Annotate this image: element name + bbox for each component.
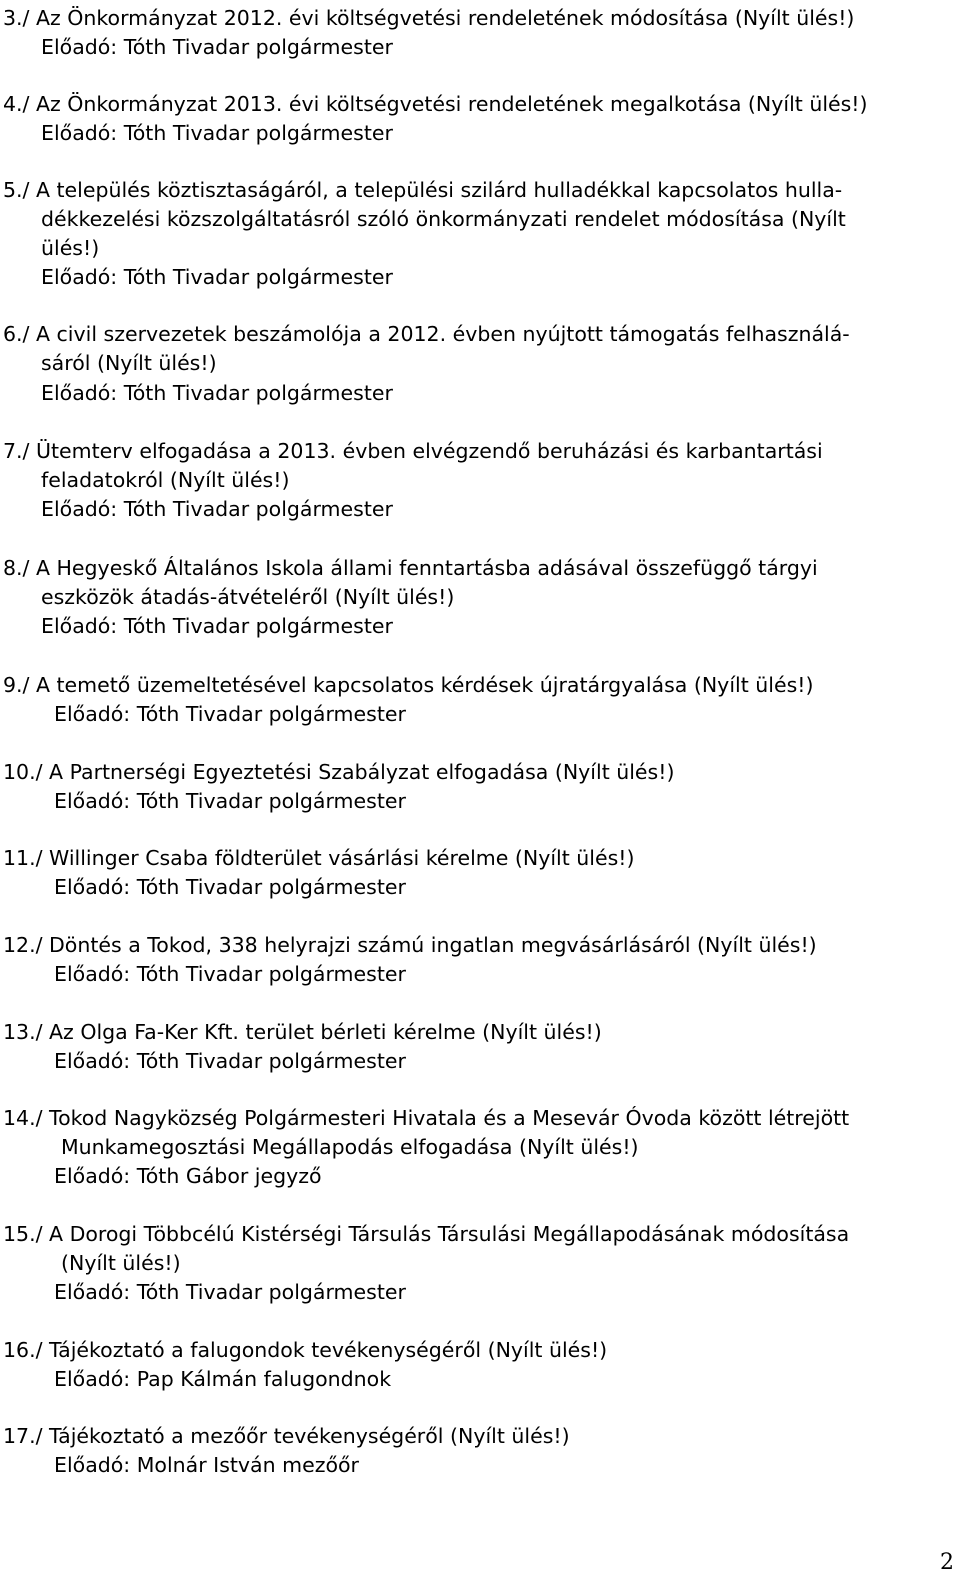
agenda-item-speaker: Előadó: Pap Kálmán falugondnok: [54, 1367, 392, 1391]
agenda-item-title: 16./ Tájékoztató a falugondok tevékenységéről (Nyílt ülés!): [3, 1338, 608, 1362]
agenda-item-title-continued: eszközök átadás-átvételéről (Nyílt ülés!): [41, 585, 455, 609]
agenda-item-title: 7./ Ütemterv elfogadása a 2013. évben elvégzendő beruházási és karbantartási: [3, 439, 823, 463]
agenda-item-title: 14./ Tokod Nagyközség Polgármesteri Hivatala és a Mesevár Óvoda között létrejött: [3, 1106, 850, 1130]
agenda-item-title: 15./ A Dorogi Többcélú Kistérségi Társulás Társulási Megállapodásának módosítása: [3, 1222, 850, 1246]
agenda-item-speaker: Előadó: Molnár István mezőőr: [54, 1453, 359, 1477]
agenda-item-title: 10./ A Partnerségi Egyeztetési Szabályzat elfogadása (Nyílt ülés!): [3, 760, 675, 784]
agenda-item-speaker: Előadó: Tóth Tivadar polgármester: [54, 962, 406, 986]
agenda-item-speaker: Előadó: Tóth Tivadar polgármester: [54, 1280, 406, 1304]
agenda-item-title: 4./ Az Önkormányzat 2013. évi költségvetési rendeletének megalkotása (Nyílt ülés!): [3, 92, 868, 116]
agenda-item-title: 9./ A temető üzemeltetésével kapcsolatos kérdések újratárgyalása (Nyílt ülés!): [3, 673, 814, 697]
agenda-item-speaker: Előadó: Tóth Tivadar polgármester: [41, 497, 393, 521]
agenda-item-title-continued: dékkezelési közszolgáltatásról szóló önkormányzati rendelet módosítása (Nyílt: [41, 207, 846, 231]
agenda-item-title: 6./ A civil szervezetek beszámolója a 2012. évben nyújtott támogatás felhasználá-: [3, 322, 850, 346]
agenda-item-speaker: Előadó: Tóth Tivadar polgármester: [41, 265, 393, 289]
agenda-item-speaker: Előadó: Tóth Tivadar polgármester: [54, 1049, 406, 1073]
agenda-item-title-continued: Munkamegosztási Megállapodás elfogadása (Nyílt ülés!): [61, 1135, 639, 1159]
agenda-item-title-continued: (Nyílt ülés!): [61, 1251, 181, 1275]
agenda-item-title-continued: feladatokról (Nyílt ülés!): [41, 468, 290, 492]
agenda-item-title: 3./ Az Önkormányzat 2012. évi költségvetési rendeletének módosítása (Nyílt ülés!): [3, 6, 855, 30]
agenda-item-title: 13./ Az Olga Fa-Ker Kft. terület bérleti kérelme (Nyílt ülés!): [3, 1020, 602, 1044]
agenda-item-title-continued: sáról (Nyílt ülés!): [41, 351, 217, 375]
agenda-item-speaker: Előadó: Tóth Tivadar polgármester: [41, 121, 393, 145]
agenda-item-title: 5./ A település köztisztaságáról, a települési szilárd hulladékkal kapcsolatos hulla-: [3, 178, 843, 202]
agenda-item-speaker: Előadó: Tóth Tivadar polgármester: [54, 702, 406, 726]
agenda-item-title: 8./ A Hegyeskő Általános Iskola állami fenntartásba adásával összefüggő tárgyi: [3, 556, 818, 580]
agenda-item-speaker: Előadó: Tóth Tivadar polgármester: [54, 789, 406, 813]
agenda-item-speaker: Előadó: Tóth Tivadar polgármester: [54, 875, 406, 899]
agenda-item-speaker: Előadó: Tóth Tivadar polgármester: [41, 381, 393, 405]
agenda-item-title: 17./ Tájékoztató a mezőőr tevékenységéről (Nyílt ülés!): [3, 1424, 570, 1448]
agenda-item-title: 12./ Döntés a Tokod, 338 helyrajzi számú ingatlan megvásárlásáról (Nyílt ülés!): [3, 933, 817, 957]
agenda-item-speaker: Előadó: Tóth Tivadar polgármester: [41, 35, 393, 59]
agenda-item-title: 11./ Willinger Csaba földterület vásárlási kérelme (Nyílt ülés!): [3, 846, 635, 870]
page-number: 2: [940, 1550, 954, 1575]
agenda-item-title-continued: ülés!): [41, 236, 100, 260]
agenda-item-speaker: Előadó: Tóth Tivadar polgármester: [41, 614, 393, 638]
agenda-item-speaker: Előadó: Tóth Gábor jegyző: [54, 1164, 322, 1188]
